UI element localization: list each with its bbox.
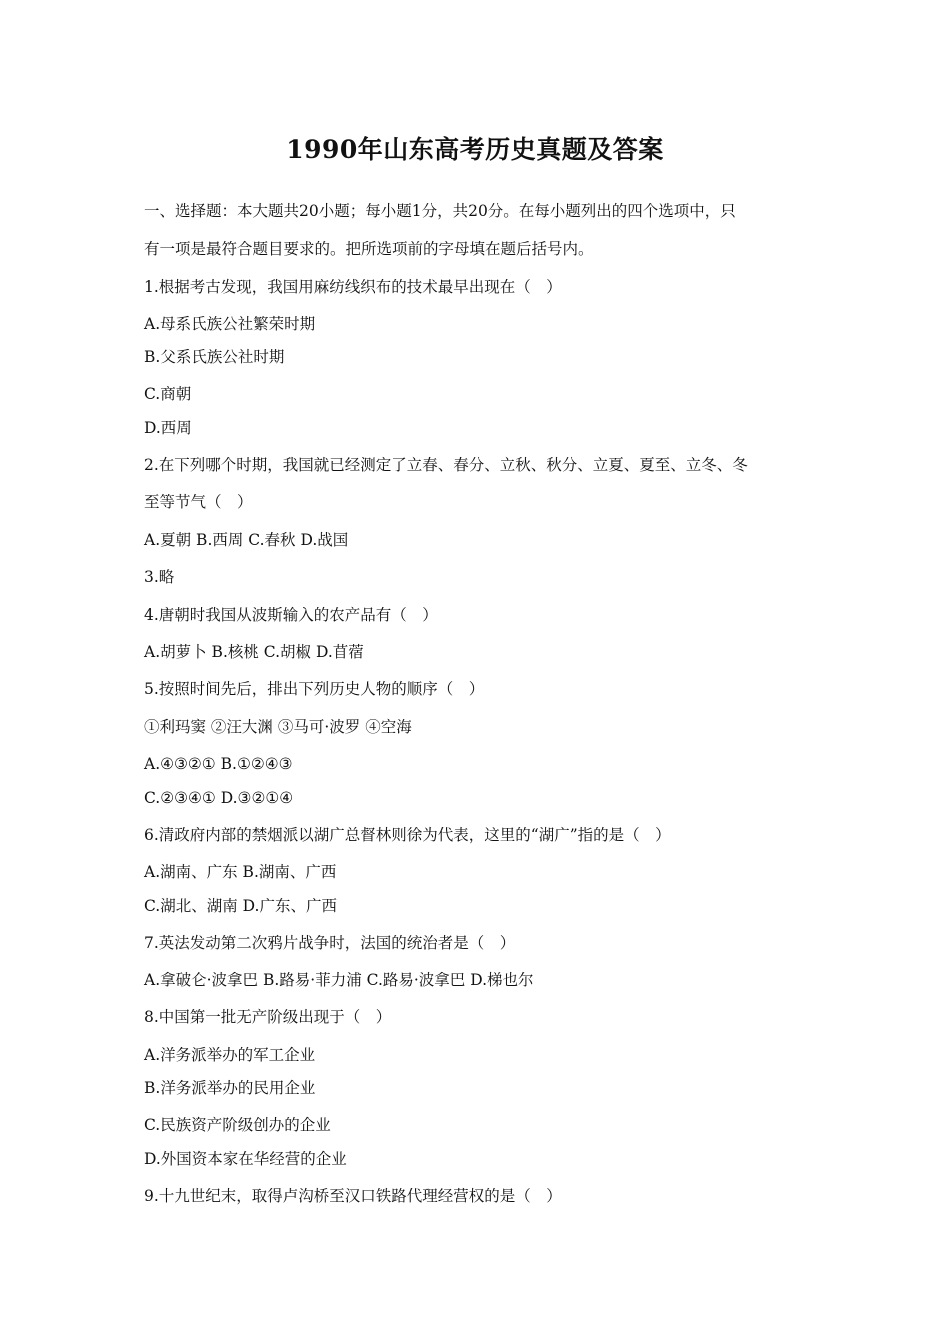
- q5-options-ab: A.④③②① B.①②④③: [144, 755, 293, 773]
- question-4: 4.唐朝时我国从波斯输入的农产品有（ ）: [144, 606, 438, 624]
- question-6: 6.清政府内部的禁烟派以湖广总督林则徐为代表，这里的“湖广”指的是（ ）: [144, 826, 671, 844]
- question-5: 5.按照时间先后，排出下列历史人物的顺序（ ）: [144, 680, 485, 698]
- q8-option-b: B.洋务派举办的民用企业: [144, 1079, 316, 1097]
- question-7: 7.英法发动第二次鸦片战争时，法国的统治者是（ ）: [144, 934, 516, 952]
- q1-option-c: C.商朝: [144, 385, 192, 403]
- question-2-line-2: 至等节气（ ）: [144, 493, 253, 511]
- question-2-line-1: 2.在下列哪个时期，我国就已经测定了立春、春分、立秋、秋分、立夏、夏至、立冬、冬: [144, 456, 748, 474]
- instruction-line-2: 有一项是最符合题目要求的。把所选项前的字母填在题后括号内。: [144, 240, 594, 258]
- question-9: 9.十九世纪末，取得卢沟桥至汉口铁路代理经营权的是（ ）: [144, 1187, 562, 1205]
- q5-figures: ①利玛窦 ②汪大渊 ③马可·波罗 ④空海: [144, 718, 412, 736]
- q2-options: A.夏朝 B.西周 C.春秋 D.战国: [144, 531, 349, 549]
- q7-options: A.拿破仑·波拿巴 B.路易·菲力浦 C.路易·波拿巴 D.梯也尔: [144, 971, 534, 989]
- question-1: 1.根据考古发现，我国用麻纺线织布的技术最早出现在（ ）: [144, 278, 562, 296]
- q4-options: A.胡萝卜 B.核桃 C.胡椒 D.苜蓿: [144, 643, 364, 661]
- q8-option-d: D.外国资本家在华经营的企业: [144, 1150, 347, 1168]
- document-title: 1990年山东高考历史真题及答案: [286, 135, 664, 164]
- q1-option-b: B.父系氏族公社时期: [144, 348, 285, 366]
- instruction-line-1: 一、选择题：本大题共20小题；每小题1分，共20分。在每小题列出的四个选项中，只: [144, 202, 736, 220]
- q8-option-a: A.洋务派举办的军工企业: [144, 1046, 316, 1064]
- q1-option-a: A.母系氏族公社繁荣时期: [144, 315, 316, 333]
- q6-options-cd: C.湖北、湖南 D.广东、广西: [144, 897, 337, 915]
- q8-option-c: C.民族资产阶级创办的企业: [144, 1116, 331, 1134]
- question-8: 8.中国第一批无产阶级出现于（ ）: [144, 1008, 392, 1026]
- q1-option-d: D.西周: [144, 419, 192, 437]
- q6-options-ab: A.湖南、广东 B.湖南、广西: [144, 863, 337, 881]
- question-3: 3.略: [144, 568, 175, 586]
- q5-options-cd: C.②③④① D.③②①④: [144, 789, 294, 807]
